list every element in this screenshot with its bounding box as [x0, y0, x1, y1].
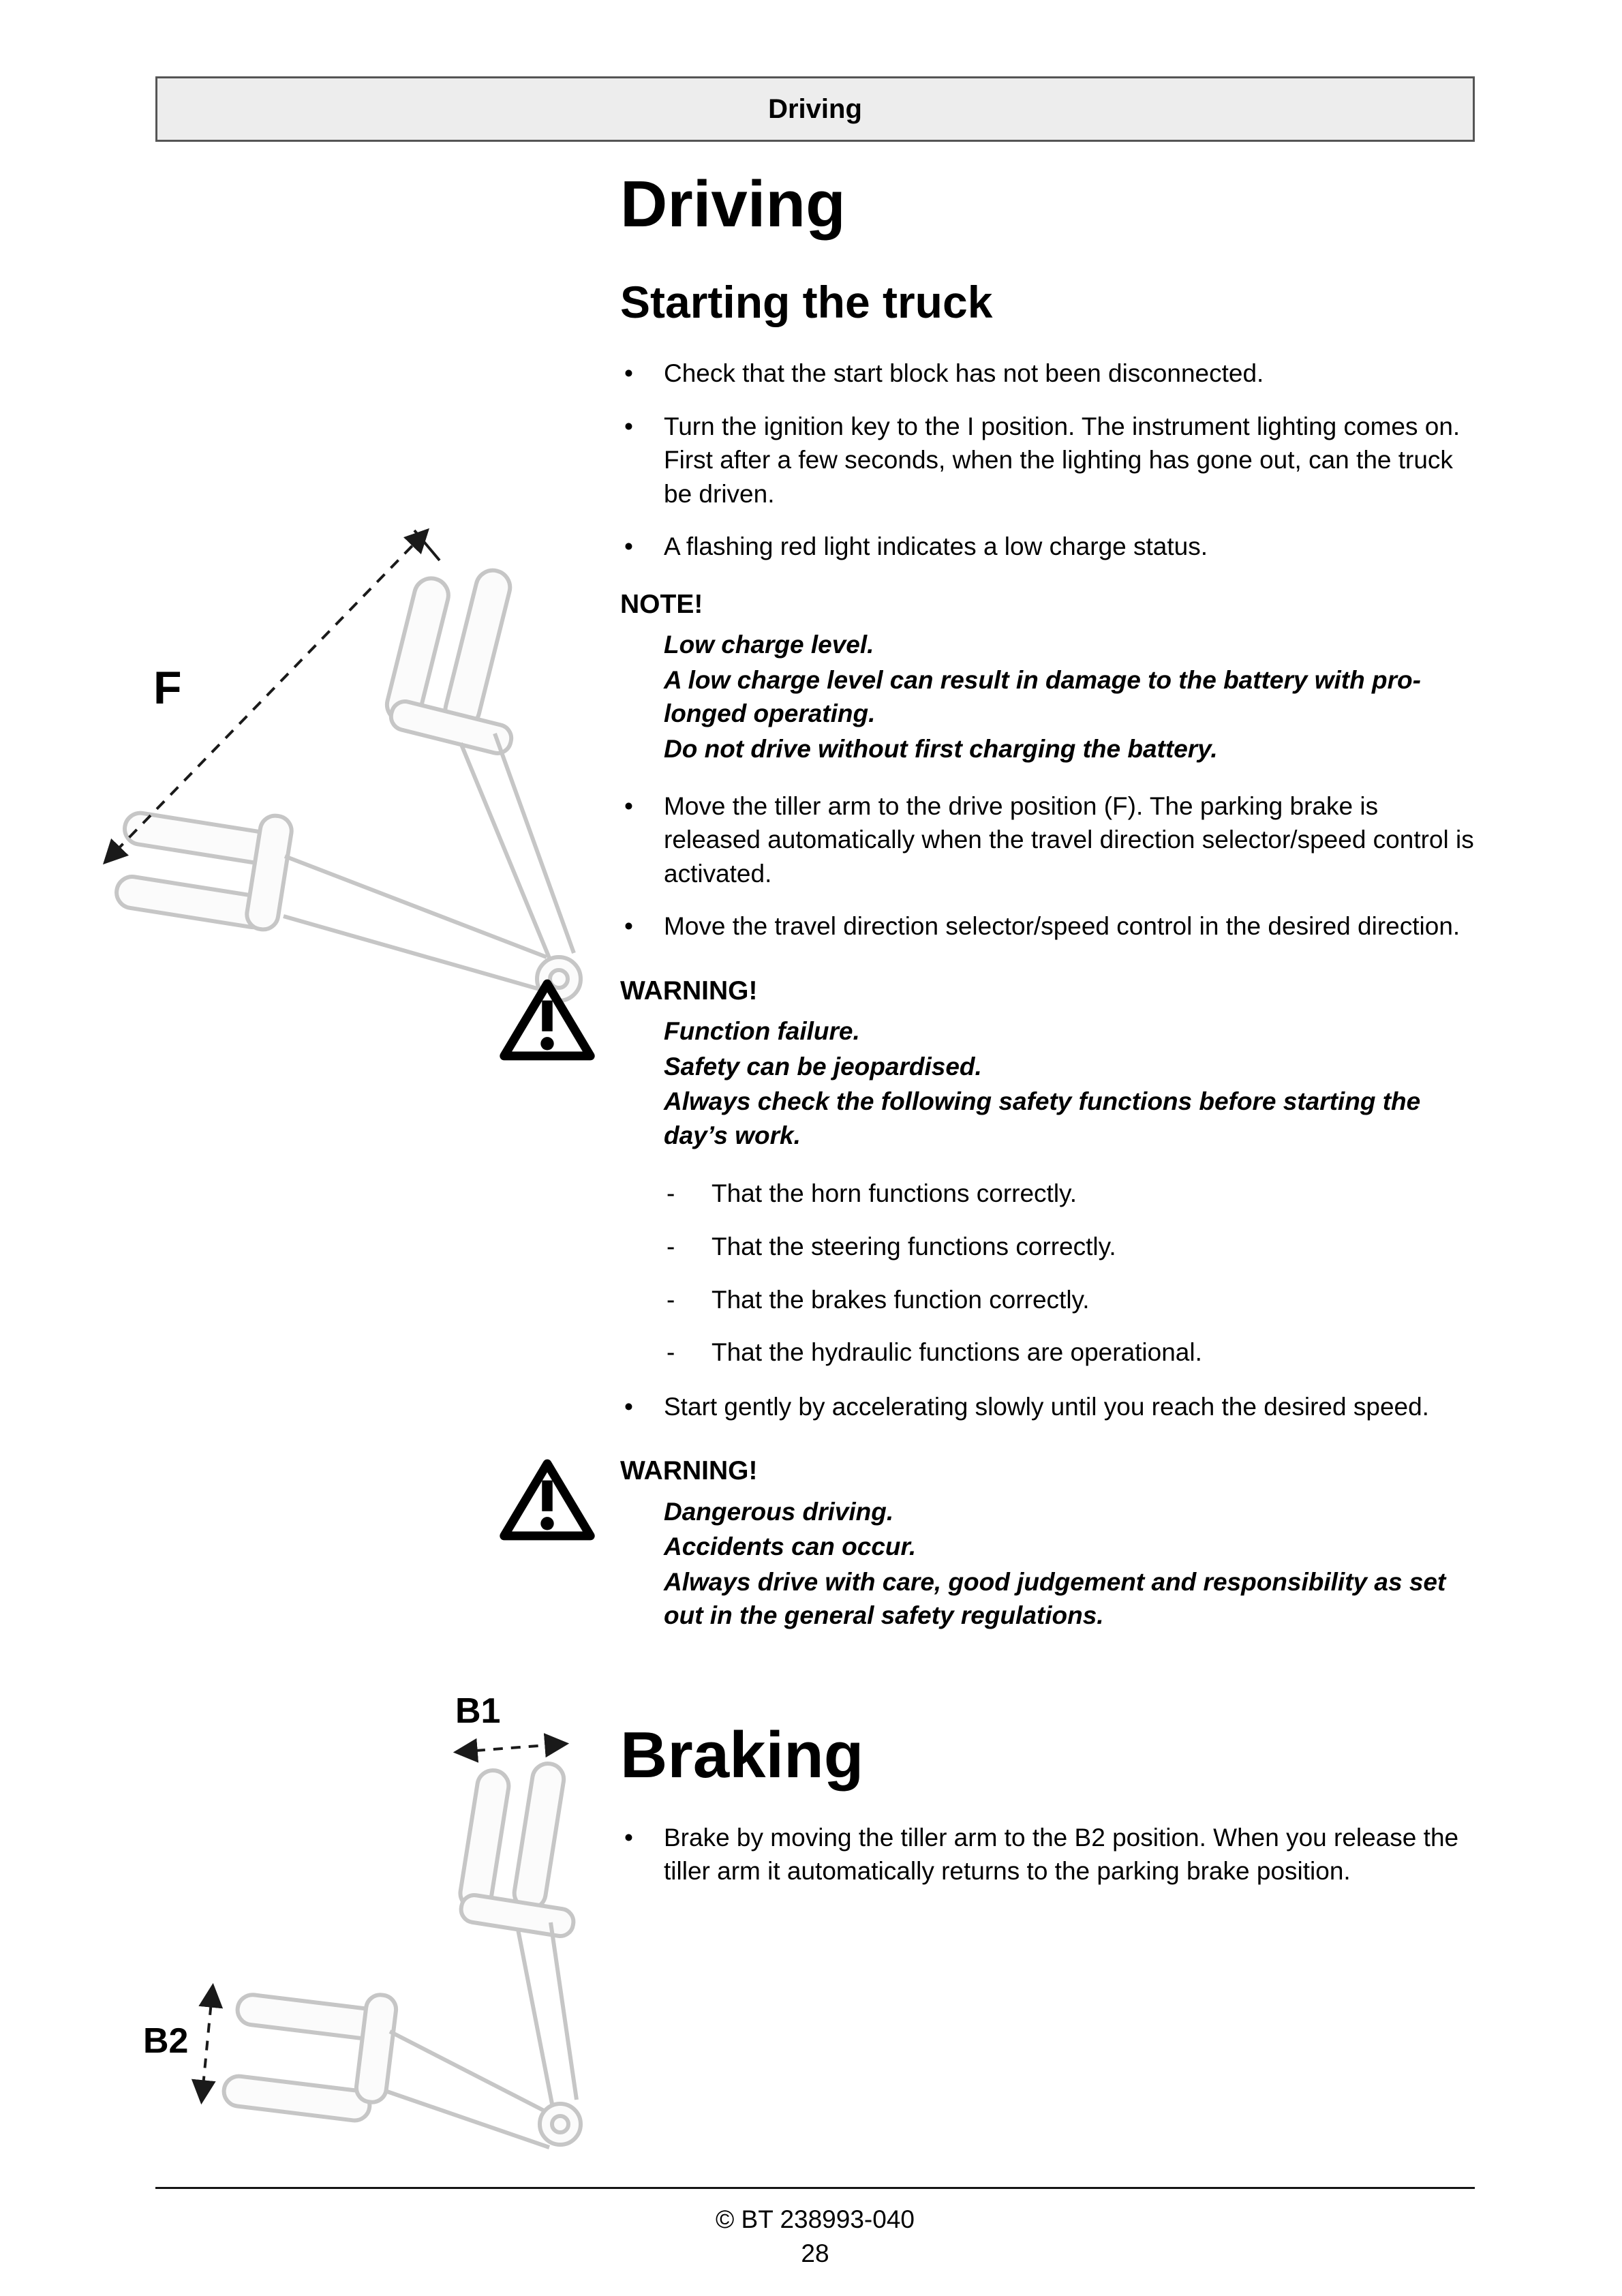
list-item-text: Brake by moving the tiller arm to the B2 position. When you release the tiller arm it automatically returns to the parking brake position. — [664, 1823, 1459, 1886]
check-item-text: That the horn functions correctly. — [711, 1179, 1077, 1208]
figure-label-b1: B1 — [455, 1691, 501, 1731]
list-item — [620, 410, 1476, 511]
warning-line: Function failure. — [664, 1017, 860, 1046]
warning-line: Always drive with care, good judgement and responsibility as set out in the general safety regulations. — [664, 1567, 1446, 1630]
tiller-arm-illustration — [82, 517, 627, 1048]
warning-triangle-icon — [499, 976, 596, 1063]
list-item — [620, 530, 1476, 564]
warning-label: WARNING! — [620, 1456, 758, 1486]
warning-line: Dangerous driving. — [664, 1497, 894, 1526]
bullet-list-braking — [620, 1821, 1476, 1888]
bullet-marker: • — [624, 359, 633, 388]
footer-page-number: 28 — [801, 2239, 829, 2267]
page-footer — [155, 2187, 1475, 2271]
list-item-text: Move the travel direction selector/speed control in the desired direction. — [664, 912, 1460, 941]
bullet-marker: • — [624, 412, 633, 440]
dash-marker: - — [667, 1285, 675, 1314]
list-item — [620, 1390, 1476, 1424]
section-heading-starting: Starting the truck — [620, 276, 993, 327]
warning-line: Accidents can occur. — [664, 1532, 917, 1561]
dash-marker: - — [667, 1233, 675, 1260]
check-item — [620, 1177, 1476, 1211]
figure-tiller-braking-positions — [136, 1682, 627, 2180]
bullet-marker: • — [624, 532, 633, 561]
motion-range-arrow-b1 — [458, 1744, 564, 1752]
page-title: Driving — [620, 168, 846, 241]
warning-block-driving — [620, 1453, 1476, 1633]
figure-label-f: F — [153, 662, 182, 714]
list-item — [620, 789, 1476, 891]
check-item — [620, 1335, 1476, 1370]
bullet-marker: • — [624, 912, 633, 941]
check-item-text: That the hydraulic functions are operational. — [711, 1338, 1202, 1367]
footer-copyright: © BT 238993-040 — [716, 2205, 915, 2233]
figure-label-b2: B2 — [143, 2021, 189, 2061]
check-item — [620, 1283, 1476, 1317]
check-item-text: That the brakes function correctly. — [711, 1285, 1090, 1314]
dash-marker: - — [667, 1338, 675, 1367]
list-item — [620, 357, 1476, 391]
check-item-text: That the steering functions correctly. — [711, 1233, 1116, 1260]
content-column — [620, 0, 1476, 1907]
note-line: A low charge level can result in damage to the battery with pro-longed operating. — [664, 665, 1421, 728]
note-line: Low charge level. — [664, 631, 874, 659]
bullet-marker: • — [624, 1392, 633, 1421]
bullet-list-drive — [620, 789, 1476, 943]
section-heading-braking: Braking — [620, 1718, 864, 1792]
dash-marker: - — [667, 1179, 675, 1208]
bullet-list-speed — [620, 1390, 1476, 1424]
list-item-text: Turn the ignition key to the I position. The instrument lighting comes on. First after a few seconds, when the lighting has gone out, can the truck be driven. — [664, 412, 1460, 508]
bullet-list-start — [620, 357, 1476, 564]
list-item — [620, 909, 1476, 943]
warning-label: WARNING! — [620, 976, 758, 1006]
warning-line: Safety can be jeopardised. — [664, 1052, 982, 1081]
note-block — [620, 587, 1476, 766]
tiller-arm-illustration — [136, 1682, 627, 2180]
warning-block-functions — [620, 973, 1476, 1153]
warning-text — [664, 1495, 1476, 1633]
list-item-text: A flashing red light indicates a low charge status. — [664, 532, 1208, 561]
list-item — [620, 1821, 1476, 1888]
bullet-marker: • — [624, 791, 633, 820]
note-label: NOTE! — [620, 589, 703, 619]
list-item-text: Start gently by accelerating slowly until you reach the desired speed. — [664, 1392, 1429, 1421]
warning-text — [664, 1014, 1476, 1152]
safety-check-list — [620, 1177, 1476, 1369]
motion-range-arrow-b2 — [202, 1988, 213, 2100]
note-text — [664, 628, 1476, 766]
check-item — [620, 1230, 1476, 1264]
footer-divider — [155, 2187, 1475, 2189]
warning-triangle-icon — [499, 1456, 596, 1543]
figure-tiller-drive-position — [82, 517, 627, 1048]
note-line: Do not drive without first charging the battery. — [664, 734, 1218, 763]
list-item-text: Check that the start block has not been disconnected. — [664, 359, 1264, 388]
bullet-marker: • — [624, 1823, 633, 1852]
header-title: Driving — [768, 93, 862, 124]
list-item-text: Move the tiller arm to the drive position (F). The parking brake is released automatically when the travel direction selector/speed control is activated. — [664, 791, 1474, 888]
warning-line: Always check the following safety functions before starting the day’s work. — [664, 1087, 1421, 1149]
